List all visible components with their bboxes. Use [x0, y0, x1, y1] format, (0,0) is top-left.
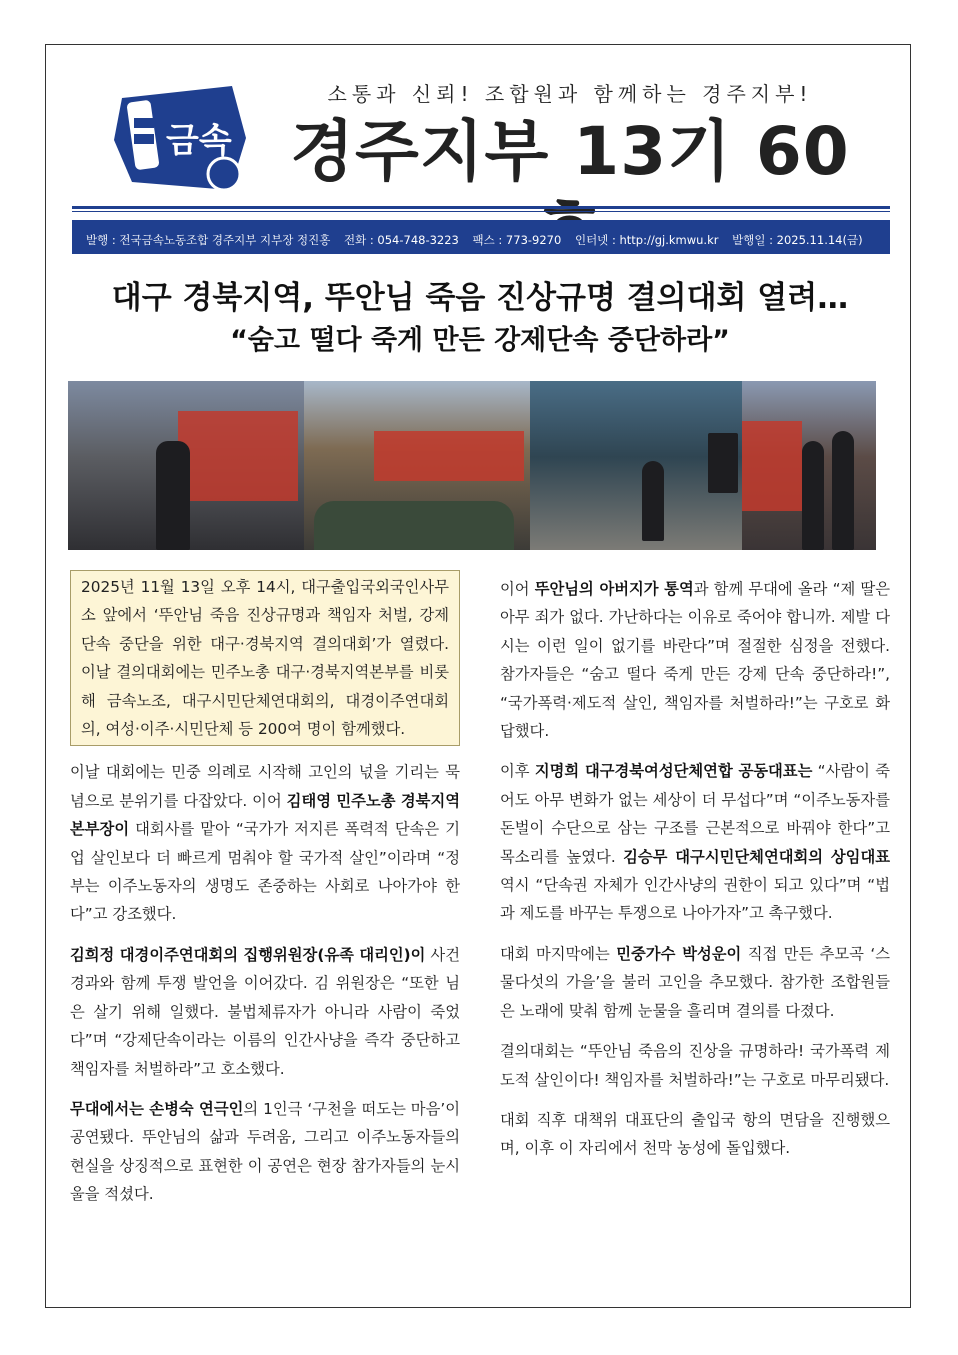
paragraph: 이후 지명희 대구경북여성단체연합 공동대표는 “사람이 죽어도 아무 변화가 없는 세상이 더 무섭다”며 “이주노동자를 돈벌이 수단으로 삼는 구조를 근본적으로 바꿔야 한다”고 목소리를 높였다. 김승무 대구시민단체연대회의 상임대표 역시 “단속권 자체가 인간사냥의 권한이 되고 있다”며 “법과 제도를 바꾸는 투쟁으로 나아가자”고 촉구했다. [500, 762, 891, 923]
publisher-text: 발행 : 전국금속노동조합 경주지부 지부장 정진홍 [86, 233, 331, 247]
paragraph: 무대에서는 손병숙 연극인의 1인극 ‘구천을 떠도는 마음’이 공연됐다. 뚜안님의 삶과 두려움, 그리고 이주노동자들의 현실을 상징적으로 표현한 이 공연은 현장 참가자들의 눈시울을 적셨다. [70, 1099, 460, 1204]
paragraph: 대회 직후 대책위 대표단의 출입국 항의 면담을 진행했으며, 이후 이 자리에서 천막 농성에 돌입했다. [500, 1110, 890, 1158]
left-column [70, 570, 460, 1221]
paragraph: 이어 뚜안님의 아버지가 통역과 함께 무대에 올라 “제 딸은 아무 죄가 없다. 가난하다는 이유로 죽어야 합니까. 제발 다시는 이런 일이 없기를 바란다”며 절절한 심정을 전했다. 참가자들은 “숨고 떨다 죽게 만든 강제 단속 중단하라!”, “국가폭력·제도적 살인, 책임자를 처벌하라!”는 구호로 화답했다. [500, 580, 890, 741]
website-link[interactable]: 인터넷 : http://gj.kmwu.kr [574, 233, 719, 247]
phone-text: 전화 : 054-748-3223 [344, 233, 459, 247]
divider [72, 206, 890, 209]
union-logo-icon [112, 78, 252, 196]
logo-text: 금속 [166, 121, 232, 161]
right-column [500, 575, 890, 1175]
publisher-info-bar [72, 220, 890, 254]
photo-speaker-at-rally [68, 381, 304, 550]
publish-date: 발행일 : 2025.11.14(금) [732, 233, 863, 247]
paragraph: 대회 마지막에는 민중가수 박성운이 직접 만든 추모곡 ‘스물다섯의 가을’을 불러 고인을 추모했다. 참가한 조합원들은 노래에 맞춰 함께 눈물을 흘리며 결의를 다졌다. [500, 944, 890, 1020]
paragraph: 결의대회는 “뚜안님 죽음의 진상을 규명하라! 국가폭력 제도적 살인이다! 책임자를 처벌하라!”는 구호로 마무리됐다. [500, 1042, 890, 1089]
paragraph: 이날 대회에는 민중 의례로 시작해 고인의 넋을 기리는 묵념으로 분위기를 다잡았다. 이어 김태영 민주노총 경북지역본부장이 대회사를 맡아 “국가가 저지른 폭력적 단속은 기업 살인보다 더 빠르게 멈춰야 할 국가적 살인”이라며 “정부는 이주노동자의 생명도 존중하는 사회로 나아가야 한다”고 강조했다. [70, 763, 460, 924]
masthead-title: 경주지부 13기 60 [290, 113, 850, 190]
photo-strip [68, 381, 876, 550]
divider [72, 211, 890, 212]
fax-text: 팩스 : 773-9270 [472, 233, 562, 247]
slogan: 소통과 신뢰! 조합원과 함께하는 경주지부! [327, 82, 813, 106]
paragraph: 김희정 대경이주연대회의 집행위원장(유족 대리인)이 사건 경과와 함께 투쟁 발언을 이어갔다. 김 위원장은 “또한 님은 살기 위해 일했다. 불법체류자가 아니라 사람이 죽었다”며 “강제단속이라는 이름의 인간사냥을 즉각 중단하고 책임자를 처벌하라”고 호소했다. [70, 945, 460, 1078]
photo-rally-crowd [304, 381, 530, 550]
article-subhead: “숨고 떨다 죽게 만든 강제단속 중단하라” [230, 325, 730, 356]
lead-paragraph: 2025년 11월 13일 오후 14시, 대구출입국외국인사무소 앞에서 ‘뚜안님 죽음 진상규명과 책임자 처벌, 강제단속 중단을 위한 대구·경북지역 결의대회’가 열렸다. 이날 결의대회에는 민주노총 대구·경북지역본부를 비롯해 금속노조, 대구시민단체연대회의, 대경이주연대회의, 여성·이주·시민단체 등 200여 명이 함께했다. [70, 570, 460, 746]
photo-memorial-flowers [530, 381, 742, 550]
photo-group-on-stage [742, 381, 876, 550]
article-headline: 대구 경북지역, 뚜안님 죽음 진상규명 결의대회 열려… [111, 280, 849, 316]
